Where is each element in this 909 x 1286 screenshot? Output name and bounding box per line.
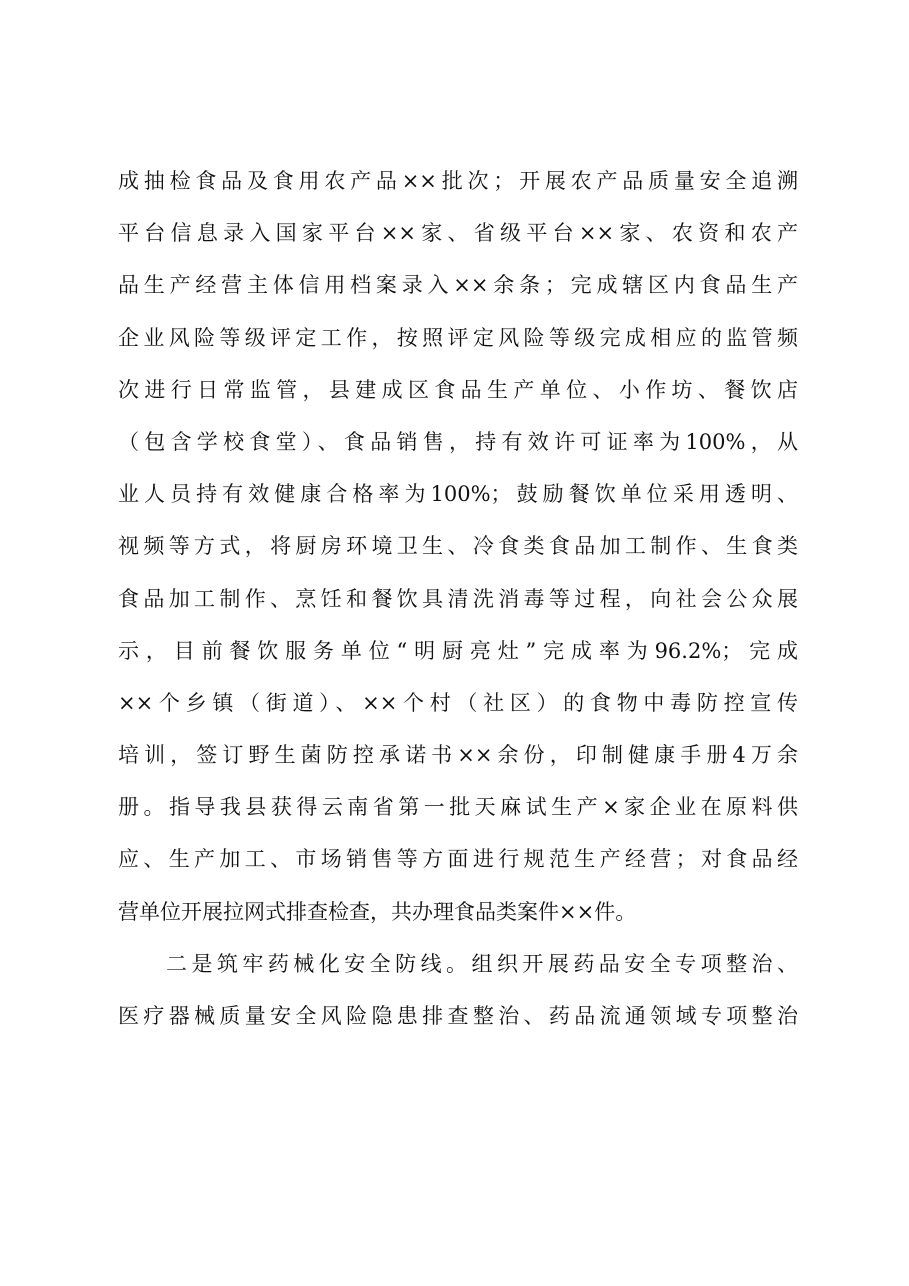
text-line-6: （包含学校食堂）、食品销售，持有效许可证率为100%，从 [118,429,798,454]
text-line-1: 成抽检食品及食用农产品××批次；开展农产品质量安全追溯 [118,169,798,193]
text-line-14: 应、生产加工、市场销售等方面进行规范生产经营；对食品经 [118,847,798,872]
text-line-9: 食品加工制作、烹饪和餐饮具清洗消毒等过程，向社会公众展 [118,586,798,611]
text-line-16: 二是筑牢药械化安全防线。组织开展药品安全专项整治、 [166,951,798,976]
text-line-15: 营单位开展拉网式排查检查，共办理食品类案件××件。 [118,899,637,924]
text-line-12: 培训，签订野生菌防控承诺书××余份，印制健康手册4万余 [118,743,798,768]
text-line-8: 视频等方式，将厨房环境卫生、冷食类食品加工制作、生食类 [118,534,798,559]
text-line-17: 医疗器械质量安全风险隐患排查整治、药品流通领域专项整治 [118,1004,798,1028]
text-line-7: 业人员持有效健康合格率为100%；鼓励餐饮单位采用透明、 [118,482,798,507]
text-line-2: 平台信息录入国家平台××家、省级平台××家、农资和农产 [118,221,798,246]
text-line-5: 次进行日常监管，县建成区食品生产单位、小作坊、餐饮店 [118,377,798,402]
text-line-3: 品生产经营主体信用档案录入××余条；完成辖区内食品生产 [118,273,798,298]
text-line-11: ××个乡镇（街道）、××个村（社区）的食物中毒防控宣传 [118,690,798,715]
body-text [118,155,798,1042]
text-line-10: 示，目前餐饮服务单位“明厨亮灶”完成率为96.2%；完成 [118,638,798,663]
text-line-13: 册。指导我县获得云南省第一批天麻试生产×家企业在原料供 [118,795,798,820]
text-line-4: 企业风险等级评定工作，按照评定风险等级完成相应的监管频 [118,325,798,350]
